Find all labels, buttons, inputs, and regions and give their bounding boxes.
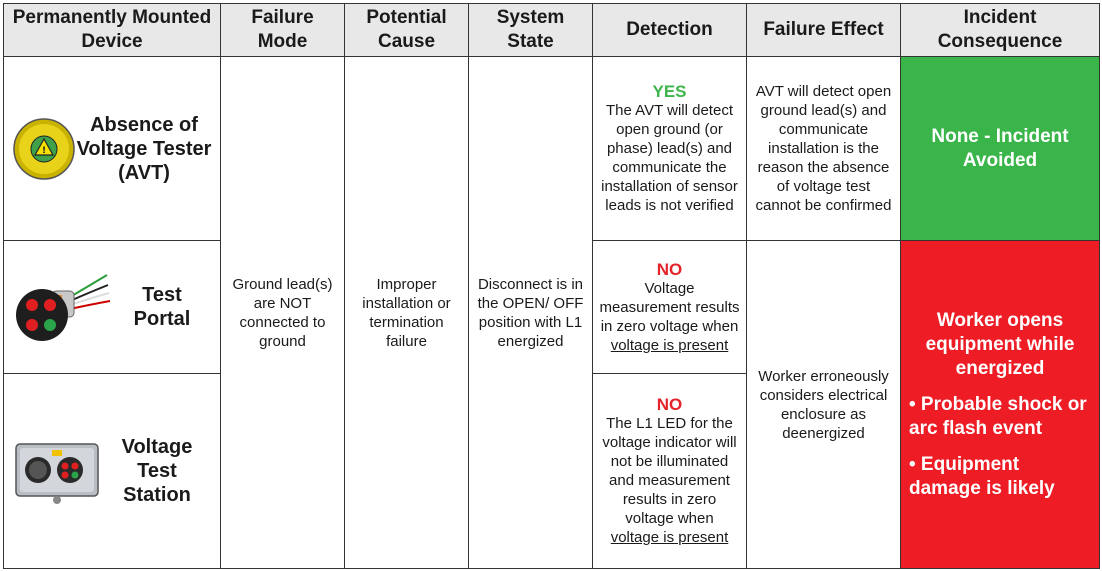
device-name-avt: Absence of Voltage Tester (AVT) bbox=[76, 113, 212, 184]
detection-text-avt: The AVT will detect open ground (or phase) lead(s) and communicate the installation of sensor leads is not verified bbox=[601, 102, 738, 214]
device-cell-avt bbox=[4, 57, 221, 241]
voltage-test-station-icon bbox=[12, 436, 102, 506]
consequence-danger-main: Worker opens equipment while energized bbox=[925, 309, 1075, 379]
header-incident-consequence: Incident Consequence bbox=[901, 4, 1100, 57]
detection-verdict-avt: YES bbox=[652, 82, 687, 101]
header-device: Permanently Mounted Device bbox=[4, 4, 221, 57]
header-row bbox=[4, 4, 1100, 57]
detection-underline-test-portal: voltage is present bbox=[610, 336, 729, 354]
detection-text-test-portal: Voltage measurement results in zero voltage when bbox=[599, 279, 740, 335]
svg-text:!: ! bbox=[41, 145, 47, 156]
header-failure-effect: Failure Effect bbox=[747, 4, 901, 57]
system-state-cell: Disconnect is in the OPEN/ OFF position with L1 energized bbox=[469, 57, 593, 569]
fmea-table bbox=[3, 3, 1100, 569]
detection-verdict-test-portal: NO bbox=[656, 259, 683, 279]
potential-cause-cell: Improper installation or termination failure bbox=[345, 57, 469, 569]
header-detection: Detection bbox=[593, 4, 747, 57]
detection-verdict-voltage-test-station: NO bbox=[656, 395, 683, 414]
header-system-state: System State bbox=[469, 4, 593, 57]
test-portal-icon bbox=[12, 267, 112, 347]
avt-device-icon bbox=[12, 117, 76, 181]
device-name-voltage-test-station: Voltage Test Station bbox=[121, 436, 193, 506]
consequence-bullet-damage: • Equipment damage is likely bbox=[909, 453, 1055, 499]
detection-cell-test-portal bbox=[593, 241, 747, 374]
device-cell-test-portal bbox=[4, 241, 221, 374]
failure-mode-cell: Ground lead(s) are NOT connected to ground bbox=[221, 57, 345, 569]
device-name-test-portal: Test Portal bbox=[133, 284, 191, 330]
consequence-avoided: None - Incident Avoided bbox=[901, 57, 1100, 241]
header-potential-cause: Potential Cause bbox=[345, 4, 469, 57]
detection-underline-voltage-test-station: voltage is present bbox=[610, 529, 729, 546]
failure-effect-others: Worker erroneously considers electrical enclosure as deenergized bbox=[747, 241, 901, 569]
device-cell-voltage-test-station bbox=[4, 374, 221, 569]
failure-effect-avt: AVT will detect open ground lead(s) and communicate installation is the reason the absence of voltage test cannot be confirmed bbox=[747, 57, 901, 241]
detection-cell-voltage-test-station bbox=[593, 374, 747, 569]
header-failure-mode: Failure Mode bbox=[221, 4, 345, 57]
table-row-avt bbox=[4, 57, 1100, 241]
consequence-bullet-shock: • Probable shock or arc flash event bbox=[909, 393, 1087, 439]
detection-text-voltage-test-station: The L1 LED for the voltage indicator will not be illuminated and measurement results in zero voltage when bbox=[602, 415, 737, 527]
consequence-danger-cell bbox=[901, 241, 1100, 569]
detection-cell-avt bbox=[593, 57, 747, 241]
